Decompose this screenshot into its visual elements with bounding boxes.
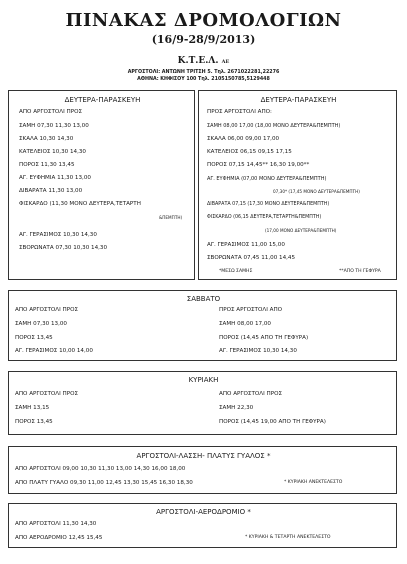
- list-item: (17,00 ΜΟΝΟ ΔΕΥΤΕΡΑ&ΠΕΜΠΤΗ): [265, 228, 337, 233]
- list-item: ΣΑΜΗ 08,00 17,00 (18,00 ΜΟΝΟ ΔΕΥΤΕΡΑ&ΠΕΜΠΤΗ): [207, 123, 341, 129]
- list-item: ΠΟΡΟΣ 13,45: [15, 419, 53, 425]
- list-item: ΣΚΑΛΑ 10,30 14,30: [19, 136, 74, 142]
- address-argostoli: ΑΡΓΟΣΤΟΛΙ: ΑΝΤΩΝΗ ΤΡΙΤΣΗ 5. Τηλ. 2671022281,22276: [127, 70, 280, 75]
- organization-name: Κ.Τ.Ε.Λ. ΑΕ: [177, 56, 230, 66]
- table-row: ΑΠΟ ΑΕΡΟΔΡΟΜΙΟ 12,45 15,45: [15, 535, 103, 541]
- weekday-right-subtitle: ΠΡΟΣ ΑΡΓΟΣΤΟΛΙ ΑΠΟ:: [207, 109, 272, 115]
- list-item: ΑΓ. ΓΕΡΑΣΙΜΟΣ 11,00 15,00: [207, 242, 285, 248]
- list-item: ΦΙΣΚΑΡΔΟ (11,30 ΜΟΝΟ ΔΕΥΤΕΡΑ,ΤΕΤΑΡΤΗ: [19, 201, 141, 207]
- date-range: (16/9-28/9/2013): [151, 33, 256, 46]
- footnote-from-bridge: **ΑΠΟ ΤΗ ΓΕΦΥΡΑ: [339, 269, 381, 274]
- list-item: &ΠΕΜΠΤΗ): [159, 215, 183, 220]
- list-item: ΠΟΡΟΣ 11,30 13,45: [19, 162, 75, 168]
- weekday-departures-box: [8, 90, 195, 280]
- list-item: ΣΑΜΗ 13,15: [15, 405, 50, 411]
- saturday-left-subtitle: ΑΠΟ ΑΡΓΟΣΤΟΛΙ ΠΡΟΣ: [15, 307, 79, 313]
- list-item: ΦΙΣΚΑΡΔΟ (06,15 ΔΕΥΤΕΡΑ,ΤΕΤΑΡΤΗ&ΠΕΜΠΤΗ): [207, 215, 322, 220]
- saturday-box: [8, 290, 397, 361]
- list-item: ΠΟΡΟΣ 07,15 14,45** 16,30 19,00**: [207, 162, 310, 168]
- table-row: ΑΠΟ ΑΡΓΟΣΤΟΛΙ 09,00 10,30 11,30 13,00 14,30 16,00 18,00: [15, 466, 186, 472]
- list-item: ΣΑΜΗ 08,00 17,00: [219, 321, 271, 327]
- footnote-via-sami: *ΜΕΣΩ ΣΑΜΗΣ: [219, 269, 253, 274]
- list-item: ΠΟΡΟΣ (14,45 19,00 ΑΠΟ ΤΗ ΓΕΦΥΡΑ): [219, 419, 326, 425]
- airport-route-title: ΑΡΓΟΣΤΟΛΙ-ΑΕΡΟΔΡΟΜΙΟ *: [156, 508, 251, 516]
- weekday-left-subtitle: ΑΠΟ ΑΡΓΟΣΤΟΛΙ ΠΡΟΣ: [19, 109, 83, 115]
- weekday-arrivals-box: [198, 90, 397, 280]
- sunday-title: ΚΥΡΙΑΚΗ: [188, 376, 219, 384]
- address-athens: ΑΘΗΝΑ: ΚΗΦΙΣΟΥ 100 Τηλ. 2105150785,5129448: [137, 77, 270, 82]
- saturday-right-subtitle: ΠΡΟΣ ΑΡΓΟΣΤΟΛΙ ΑΠΟ: [219, 307, 283, 313]
- list-item: ΑΓ. ΓΕΡΑΣΙΜΟΣ 10,30 14,30: [19, 232, 97, 238]
- sunday-box: [8, 371, 397, 435]
- page-title: ΠΙΝΑΚΑΣ ΔΡΟΜΟΛΟΓΙΩΝ: [65, 10, 342, 31]
- lassi-footnote: * ΚΥΡΙΑΚΗ ΑΝΕΚΤΕΛΕΣΤΟ: [284, 480, 343, 485]
- list-item: ΣΚΑΛΑ 06,00 09,00 17,00: [207, 136, 280, 142]
- list-item: ΔΙΒΑΡΑΤΑ 07,15 (17,30 ΜΟΝΟ ΔΕΥΤΕΡΑ&ΠΕΜΠΤΗ): [207, 202, 330, 207]
- weekday-right-title: ΔΕΥΤΕΡΑ-ΠΑΡΑΣΚΕΥΗ: [260, 96, 337, 104]
- airport-footnote: * ΚΥΡΙΑΚΗ & ΤΕΤΑΡΤΗ ΑΝΕΚΤΕΛΕΣΤΟ: [245, 535, 331, 540]
- list-item: ΣΑΜΗ 07,30 13,00: [15, 321, 67, 327]
- list-item: ΠΟΡΟΣ (14,45 ΑΠΟ ΤΗ ΓΕΦΥΡΑ): [219, 335, 309, 341]
- saturday-title: ΣΑΒΒΑΤΟ: [186, 295, 221, 303]
- list-item: ΣΒΟΡΩΝΑΤΑ 07,45 11,00 14,45: [207, 255, 296, 261]
- list-item: ΔΙΒΑΡΑΤΑ 11,30 13,00: [19, 188, 83, 194]
- list-item: ΣΑΜΗ 07,30 11,30 13,00: [19, 123, 89, 129]
- table-row: ΑΠΟ ΑΡΓΟΣΤΟΛΙ 11,30 14,30: [15, 521, 97, 527]
- list-item: ΣΑΜΗ 22,30: [219, 405, 254, 411]
- lassi-route-title: ΑΡΓΟΣΤΟΛΙ-ΛΑΣΣΗ- ΠΛΑΤΥΣ ΓΥΑΛΟΣ *: [136, 452, 271, 460]
- airport-route-box: [8, 503, 397, 548]
- sunday-left-subtitle: ΑΠΟ ΑΡΓΟΣΤΟΛΙ ΠΡΟΣ: [15, 391, 79, 397]
- list-item: ΑΓ. ΓΕΡΑΣΙΜΟΣ 10,30 14,30: [219, 348, 297, 354]
- list-item: ΣΒΟΡΩΝΑΤΑ 07,30 10,30 14,30: [19, 245, 108, 251]
- list-item: ΑΓ. ΕΥΦΗΜΙΑ (07,00 ΜΟΝΟ ΔΕΥΤΕΡΑ&ΠΕΜΠΤΗ): [207, 176, 327, 182]
- list-item: ΚΑΤΕΛΕΙΟΣ 10,30 14,30: [19, 149, 86, 155]
- lassi-route-box: [8, 446, 397, 494]
- list-item: ΑΓ. ΓΕΡΑΣΙΜΟΣ 10,00 14,00: [15, 348, 93, 354]
- list-item: ΑΓ. ΕΥΦΗΜΙΑ 11,30 13,00: [19, 175, 91, 181]
- weekday-left-title: ΔΕΥΤΕΡΑ-ΠΑΡΑΣΚΕΥΗ: [64, 96, 141, 104]
- list-item: ΠΟΡΟΣ 13,45: [15, 335, 53, 341]
- list-item: 07,30* (17,45 ΜΟΝΟ ΔΕΥΤΕΡΑ&ΠΕΜΠΤΗ): [273, 189, 360, 194]
- table-row: ΑΠΟ ΠΛΑΤΥ ΓΥΑΛΟ 09,30 11,00 12,45 13,30 15,45 16,30 18,30: [15, 480, 193, 486]
- sunday-right-subtitle: ΑΠΟ ΑΡΓΟΣΤΟΛΙ ΠΡΟΣ: [219, 391, 283, 397]
- list-item: ΚΑΤΕΛΕΙΟΣ 06,15 09,15 17,15: [207, 149, 292, 155]
